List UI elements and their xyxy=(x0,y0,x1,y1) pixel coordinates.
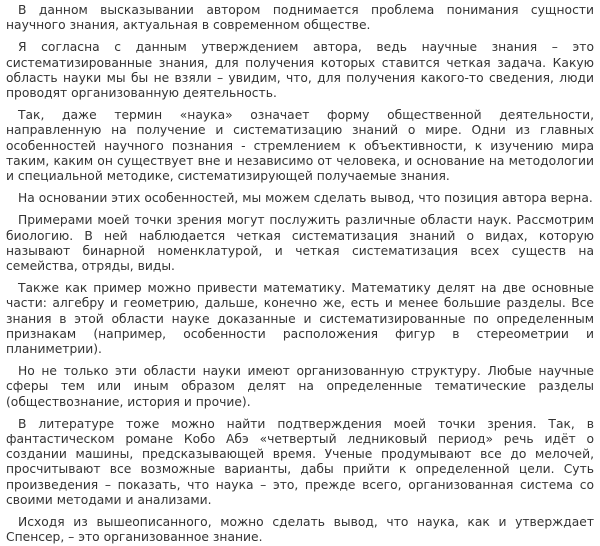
paragraph-final-conclusion: Исходя из вышеописанного, можно сделать вывод, что наука, как и утверждает Спенсер, – это организованное знание. xyxy=(6,515,594,545)
paragraph-conclusion-1: На основании этих особенностей, мы можем сделать вывод, что позиция автора верна. xyxy=(18,191,593,206)
paragraph-science-definition: Так, даже термин «наука» означает форму общественной деятельности, направленную на получение и систематизацию знаний о мире. Одни из главных особенностей научного познания - стремлением к объективности, к изучению мира таким, каким он существует вне и независимо от человека, и основание на методологии и специальной методике, систематизирующей получаемые знания. xyxy=(6,108,594,184)
paragraph-biology-example: Примерами моей точки зрения могут послужить различные области наук. Рассмотрим биологию. В ней наблюдается четкая систематизация знаний о видах, которую называют бинарной номенклатурой, и четкая систематизация всех существ на семейства, отряды, виды. xyxy=(6,213,594,274)
paragraph-other-fields: Но не только эти области науки имеют организованную структуру. Любые научные сферы тем или иным образом делят на определенные тематические разделы (обществознание, история и прочие). xyxy=(6,364,594,409)
paragraph-intro: В данном высказывании автором поднимается проблема понимания сущности научного знания, актуальная в современном обществе. xyxy=(6,3,594,33)
paragraph-agreement: Я согласна с данным утверждением автора, ведь научные знания – это систематизированные знания, для получения которых ставится четкая задача. Какую область науки мы бы не взяли – увидим, что, для получения какого-то сведения, люди проводят организованную деятельность. xyxy=(6,40,594,101)
paragraph-math-example: Также как пример можно привести математику. Математику делят на две основные части: алгебру и геометрию, дальше, конечно же, есть и менее большие разделы. Все знания в этой области науке доказанные и систематизированные по определенным признакам (например, особенности расположения фигур в стереометрии и планиметрии). xyxy=(6,281,594,357)
paragraph-literature-example: В литературе тоже можно найти подтверждения моей точки зрения. Так, в фантастическом романе Кобо Абэ «четвертый ледниковый период» речь идёт о создании машины, предсказывающей время. Ученые продумывают все до мелочей, просчитывают все возможные варианты, дабы прийти к определенной цели. Суть произведения – показать, что наука – это, прежде всего, организованная система со своими методами и анализами. xyxy=(6,416,594,507)
